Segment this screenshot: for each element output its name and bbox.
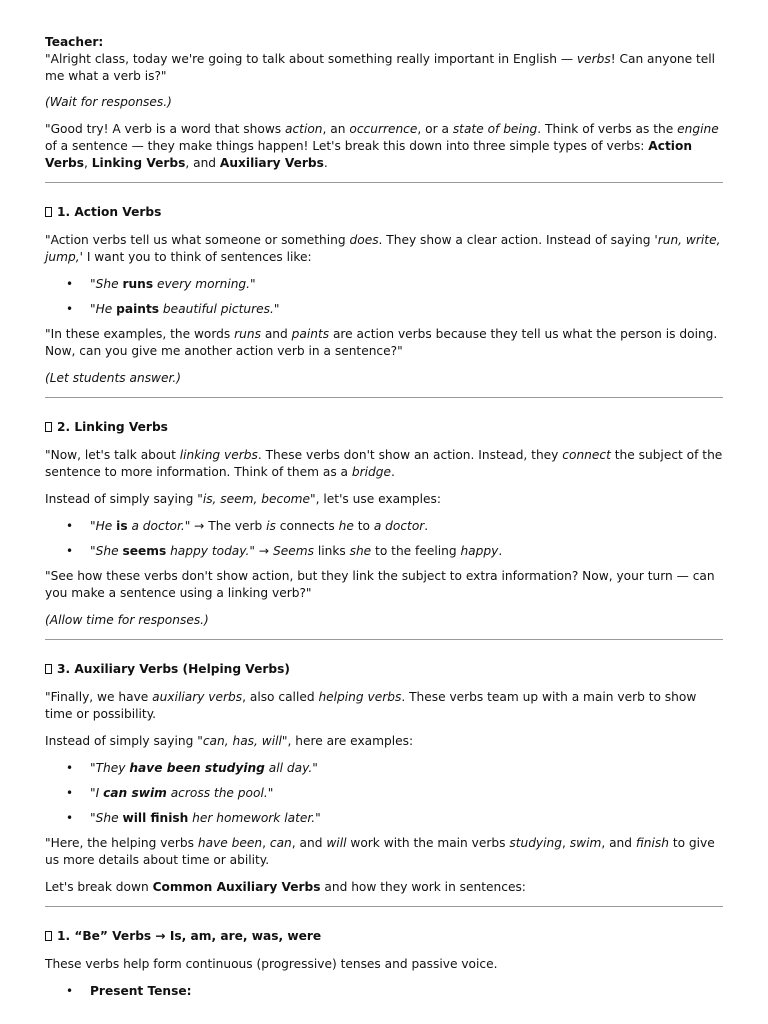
text-run: , and: [185, 156, 220, 170]
text-run: her homework later.": [188, 811, 321, 825]
heading-text: 2. Linking Verbs: [57, 420, 168, 434]
bullet-icon: •: [66, 544, 74, 558]
text-run: Let's break down: [45, 880, 153, 894]
text-run: can: [269, 836, 292, 850]
text-run: ,: [84, 156, 92, 170]
text-run: linking verbs: [179, 448, 258, 462]
text-run: occurrence: [349, 122, 418, 136]
heading-text: 1. “Be” Verbs → Is, am, are, was, were: [57, 929, 322, 943]
paragraph: [45, 835, 723, 869]
section-divider: [45, 906, 723, 907]
text-run: Auxiliary Verbs: [219, 156, 324, 170]
text-run: ,: [562, 836, 570, 850]
example-list: [45, 760, 723, 827]
text-run: , here are examples:: [287, 734, 414, 748]
text-run: links: [313, 544, 350, 558]
text-run: every morning.": [153, 277, 256, 291]
stage-direction: (Allow time for responses.): [45, 613, 209, 627]
text-run: , an: [322, 122, 350, 136]
text-run: "Good try! A verb is a word that shows: [45, 122, 286, 136]
list-item: [45, 983, 723, 1000]
text-run: .: [498, 544, 503, 558]
text-run: can swim: [103, 786, 167, 800]
text-run: paints: [116, 302, 160, 316]
text-run: a doctor: [373, 519, 425, 533]
text-run: the subject of the sentence to more information. Think of them as a: [45, 448, 723, 479]
text-run: ! Can anyone tell me what a verb is?": [45, 52, 716, 83]
text-run: runs: [234, 327, 261, 341]
text-run: a doctor.": [127, 519, 191, 533]
bullet-icon: •: [66, 761, 74, 775]
text-run: , let's use examples:: [315, 492, 442, 506]
text-run: helping verbs: [318, 690, 402, 704]
text-run: to: [353, 519, 374, 533]
text-run: I want you to think of sentences like:: [82, 250, 312, 264]
text-run: "Alright class, today we're going to talk about something really important in English —: [45, 52, 577, 66]
list-item: [45, 810, 723, 827]
text-run: of a sentence — they make things happen! Let's break this down into three simple types of verbs:: [45, 139, 649, 153]
section-divider: [45, 182, 723, 183]
text-run: he: [338, 519, 354, 533]
tense-list: [45, 983, 723, 1000]
text-run: auxiliary verbs: [152, 690, 243, 704]
text-run: to give us more details about time or ability.: [45, 836, 715, 867]
text-run: and how they work in sentences:: [320, 880, 526, 894]
heading-text: 1. Action Verbs: [57, 205, 162, 219]
text-run: "She: [90, 811, 123, 825]
section-divider: [45, 397, 723, 398]
heading-text: 3. Auxiliary Verbs (Helping Verbs): [57, 662, 290, 676]
bullet-icon: •: [66, 786, 74, 800]
text-run: action: [285, 122, 323, 136]
list-item: [45, 518, 723, 535]
text-run: beautiful pictures.": [159, 302, 280, 316]
missing-glyph-box-icon: [45, 207, 52, 217]
bullet-icon: •: [66, 302, 74, 316]
paragraph: [45, 733, 723, 750]
text-run: "In these examples, the words: [45, 327, 235, 341]
paragraph: These verbs help form continuous (progressive) tenses and passive voice.: [45, 957, 498, 971]
text-run: have been: [197, 836, 263, 850]
text-run: "She: [90, 277, 123, 291]
list-item: [45, 276, 723, 293]
text-run: and: [260, 327, 292, 341]
text-run: "Now, let's talk about: [45, 448, 180, 462]
text-run: , or a: [417, 122, 453, 136]
text-run: is: [266, 519, 276, 533]
text-run: "is, seem, become": [197, 492, 316, 506]
missing-glyph-box-icon: [45, 422, 52, 432]
text-run: to the feeling: [371, 544, 461, 558]
text-run: finish: [635, 836, 669, 850]
text-run: "He: [90, 302, 117, 316]
text-run: runs: [122, 277, 154, 291]
example-list: [45, 276, 723, 318]
text-run: seems: [122, 544, 167, 558]
bullet-icon: •: [66, 277, 74, 291]
missing-glyph-box-icon: [45, 664, 52, 674]
text-run: connects: [275, 519, 339, 533]
text-run: . These verbs don't show an action. Instead, they: [257, 448, 563, 462]
text-run: → The verb: [190, 519, 267, 533]
text-run: work with the main verbs: [346, 836, 510, 850]
list-item: [45, 301, 723, 318]
text-run: across the pool.": [166, 786, 274, 800]
text-run: . They show a clear action. Instead of saying: [378, 233, 655, 247]
text-run: →: [255, 544, 273, 558]
bullet-icon: •: [66, 811, 74, 825]
text-run: "They: [90, 761, 130, 775]
missing-glyph-box-icon: [45, 931, 52, 941]
paragraph: [45, 326, 723, 360]
text-run: will finish: [122, 811, 189, 825]
text-run: verbs: [576, 52, 611, 66]
text-run: "can, has, will": [197, 734, 288, 748]
text-run: , and: [291, 836, 327, 850]
text-run: , also called: [242, 690, 319, 704]
text-run: happy: [460, 544, 499, 558]
text-run: .: [424, 519, 429, 533]
bullet-icon: •: [66, 984, 74, 998]
intro-definition-paragraph: [45, 121, 723, 172]
text-run: "Action verbs tell us what someone or something: [45, 233, 350, 247]
text-run: "Finally, we have: [45, 690, 153, 704]
list-item: [45, 543, 723, 560]
text-run: Present Tense:: [90, 984, 192, 998]
text-run: she: [349, 544, 372, 558]
text-run: engine: [677, 122, 719, 136]
paragraph: "See how these verbs don't show action, but they link the subject to extra information? Now, your turn — can you make a sentence using a linking verb?": [45, 569, 715, 600]
text-run: . These verbs team up with a main verb to show time or possibility.: [45, 690, 697, 721]
text-run: happy today.": [166, 544, 256, 558]
text-run: "Here, the helping verbs: [45, 836, 198, 850]
text-run: . Think of verbs as the: [537, 122, 678, 136]
text-run: does: [349, 233, 379, 247]
text-run: swim: [569, 836, 602, 850]
text-run: 'run, write, jump,': [45, 233, 721, 264]
text-run: "She: [90, 544, 123, 558]
section-divider: [45, 639, 723, 640]
text-run: Action Verbs: [45, 139, 693, 170]
text-run: Instead of simply saying: [45, 734, 198, 748]
speaker-label: Teacher:: [45, 35, 104, 49]
text-run: , and: [601, 836, 636, 850]
text-run: .: [391, 465, 395, 479]
section-heading-action-verbs: [45, 204, 723, 221]
stage-direction: (Wait for responses.): [45, 95, 172, 109]
list-item: [45, 785, 723, 802]
list-item: [45, 760, 723, 777]
text-run: "I: [90, 786, 104, 800]
text-run: bridge: [351, 465, 392, 479]
text-run: all day.": [264, 761, 318, 775]
text-run: state of being: [452, 122, 538, 136]
bullet-icon: •: [66, 519, 74, 533]
paragraph: [45, 689, 723, 723]
paragraph: [45, 232, 723, 266]
paragraph: [45, 447, 723, 481]
section-heading-linking-verbs: [45, 419, 723, 436]
stage-direction: (Let students answer.): [45, 371, 182, 385]
text-run: will: [326, 836, 347, 850]
text-run: "He: [90, 519, 117, 533]
text-run: Seems: [272, 544, 314, 558]
example-list: [45, 518, 723, 560]
text-run: connect: [562, 448, 611, 462]
paragraph: [45, 491, 723, 508]
section-heading-be-verbs: [45, 928, 723, 945]
text-run: Linking Verbs: [91, 156, 186, 170]
text-run: ,: [262, 836, 270, 850]
paragraph: [45, 879, 723, 896]
text-run: have been studying: [129, 761, 265, 775]
intro-paragraph: [45, 51, 723, 85]
section-heading-auxiliary-verbs: [45, 661, 723, 678]
text-run: .: [323, 156, 328, 170]
text-run: Instead of simply saying: [45, 492, 198, 506]
text-run: are action verbs because they tell us what the person is doing. Now, can you give me another action verb in a sentence?": [45, 327, 718, 358]
text-run: is: [116, 519, 128, 533]
text-run: paints: [291, 327, 330, 341]
text-run: Common Auxiliary Verbs: [152, 880, 321, 894]
text-run: studying: [509, 836, 562, 850]
